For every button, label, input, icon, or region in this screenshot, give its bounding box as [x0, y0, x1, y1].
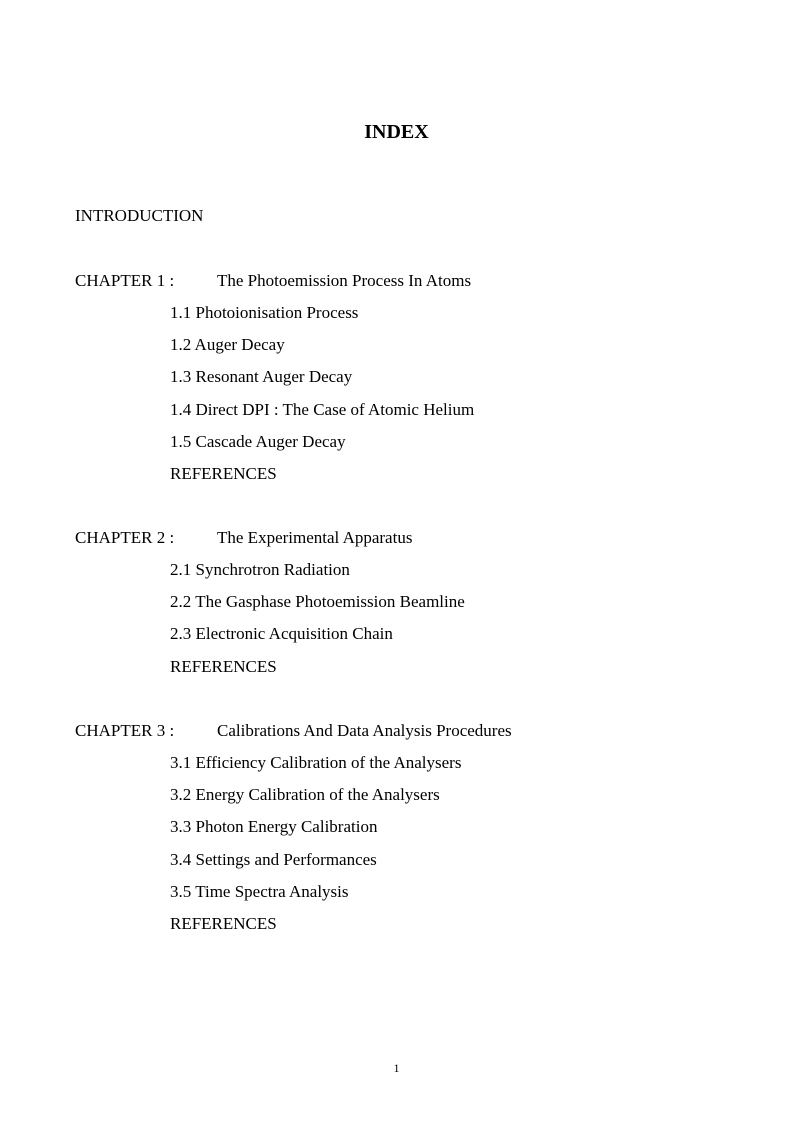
section-entry: 3.3 Photon Energy Calibration — [170, 817, 378, 837]
chapter-label: CHAPTER 2 : — [75, 528, 175, 547]
chapter-heading — [0, 720, 793, 742]
chapter-heading — [0, 270, 793, 292]
chapter-label: CHAPTER 1 : — [75, 271, 175, 290]
section-entry: 1.3 Resonant Auger Decay — [170, 367, 353, 387]
page-title: INDEX — [364, 121, 429, 143]
references-entry: REFERENCES — [170, 656, 277, 676]
section-entry: 1.5 Cascade Auger Decay — [170, 431, 346, 451]
chapter-heading — [0, 527, 793, 549]
section-entry: 1.4 Direct DPI : The Case of Atomic Helium — [170, 399, 475, 419]
chapter-label: CHAPTER 3 : — [75, 721, 175, 740]
section-entry: 3.5 Time Spectra Analysis — [170, 881, 349, 901]
references-entry: REFERENCES — [170, 913, 277, 933]
section-list — [170, 302, 474, 495]
section-list — [170, 752, 461, 945]
references-entry: REFERENCES — [170, 463, 277, 483]
section-entry: 3.2 Energy Calibration of the Analysers — [170, 785, 440, 805]
page-number: 1 — [393, 1061, 400, 1075]
section-entry: 2.2 The Gasphase Photoemission Beamline — [170, 592, 465, 612]
chapter-title: Calibrations And Data Analysis Procedures — [217, 721, 512, 740]
section-entry: 2.1 Synchrotron Radiation — [170, 560, 350, 579]
chapter-title: The Experimental Apparatus — [217, 528, 413, 547]
introduction-entry: INTRODUCTION — [75, 206, 204, 225]
section-list — [170, 559, 465, 688]
section-entry: 3.4 Settings and Performances — [170, 849, 377, 869]
section-entry: 1.1 Photoionisation Process — [170, 303, 359, 322]
chapter-title: The Photoemission Process In Atoms — [217, 271, 472, 290]
section-entry: 3.1 Efficiency Calibration of the Analysers — [170, 753, 462, 772]
section-entry: 1.2 Auger Decay — [170, 335, 285, 355]
section-entry: 2.3 Electronic Acquisition Chain — [170, 624, 393, 644]
